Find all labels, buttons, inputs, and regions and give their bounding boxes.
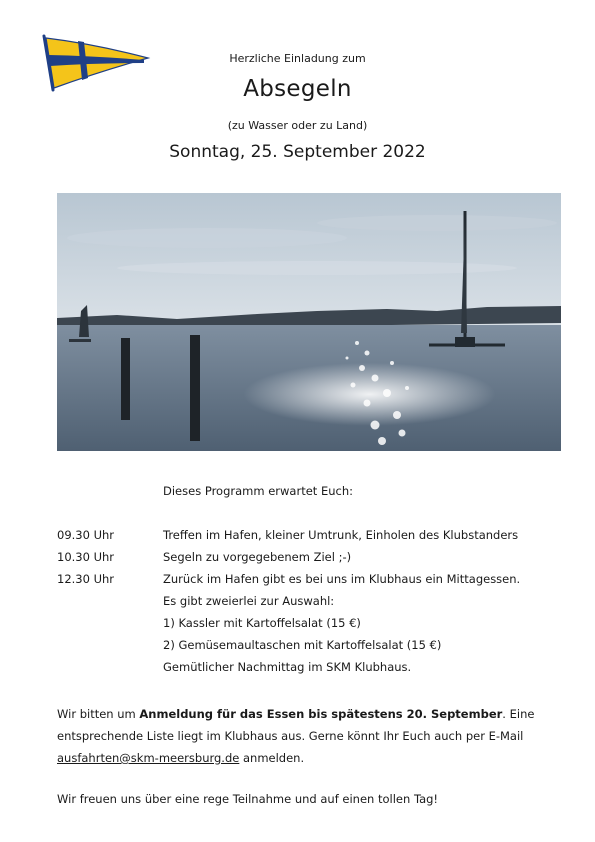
- invitation-intro: Herzliche Einladung zum: [229, 52, 366, 65]
- menu-intro: Es gibt zweierlei zur Auswahl:: [163, 594, 335, 608]
- sailing-lake-photo: [57, 193, 561, 451]
- email-link[interactable]: ausfahrten@skm-meersburg.de: [57, 751, 240, 765]
- program-description: Zurück im Hafen gibt es bei uns im Klubhaus ein Mittagessen.: [163, 572, 521, 586]
- registration-text: Wir bitten um: [57, 707, 140, 721]
- menu-option: 2) Gemüsemaultaschen mit Kartoffelsalat (15 €): [163, 638, 442, 652]
- page-title: Absegeln: [243, 76, 352, 102]
- menu-option: 1) Kassler mit Kartoffelsalat (15 €): [163, 616, 361, 630]
- registration-text: anmelden.: [239, 751, 305, 765]
- program-description: Treffen im Hafen, kleiner Umtrunk, Einholen des Klubstanders: [163, 528, 519, 542]
- subtitle: (zu Wasser oder zu Land): [227, 119, 368, 132]
- registration-text: . Eine entsprechende Liste liegt im Klubhaus aus. Gerne könnt Ihr Euch auch per E-Mail: [57, 707, 535, 743]
- closing-line: Wir freuen uns über eine rege Teilnahme und auf einen tollen Tag!: [57, 792, 439, 806]
- program-time: 10.30 Uhr: [57, 550, 115, 564]
- program-heading: Dieses Programm erwartet Euch:: [163, 484, 353, 498]
- event-date: Sonntag, 25. September 2022: [169, 142, 426, 162]
- afternoon-note: Gemütlicher Nachmittag im SKM Klubhaus.: [163, 660, 412, 674]
- registration-paragraph: [57, 703, 547, 769]
- program-description: Segeln zu vorgegebenem Ziel ;-): [163, 550, 352, 564]
- program-time: 12.30 Uhr: [57, 572, 115, 586]
- program-time: 09.30 Uhr: [57, 528, 115, 542]
- registration-deadline: Anmeldung für das Essen bis spätestens 20. September: [139, 707, 503, 721]
